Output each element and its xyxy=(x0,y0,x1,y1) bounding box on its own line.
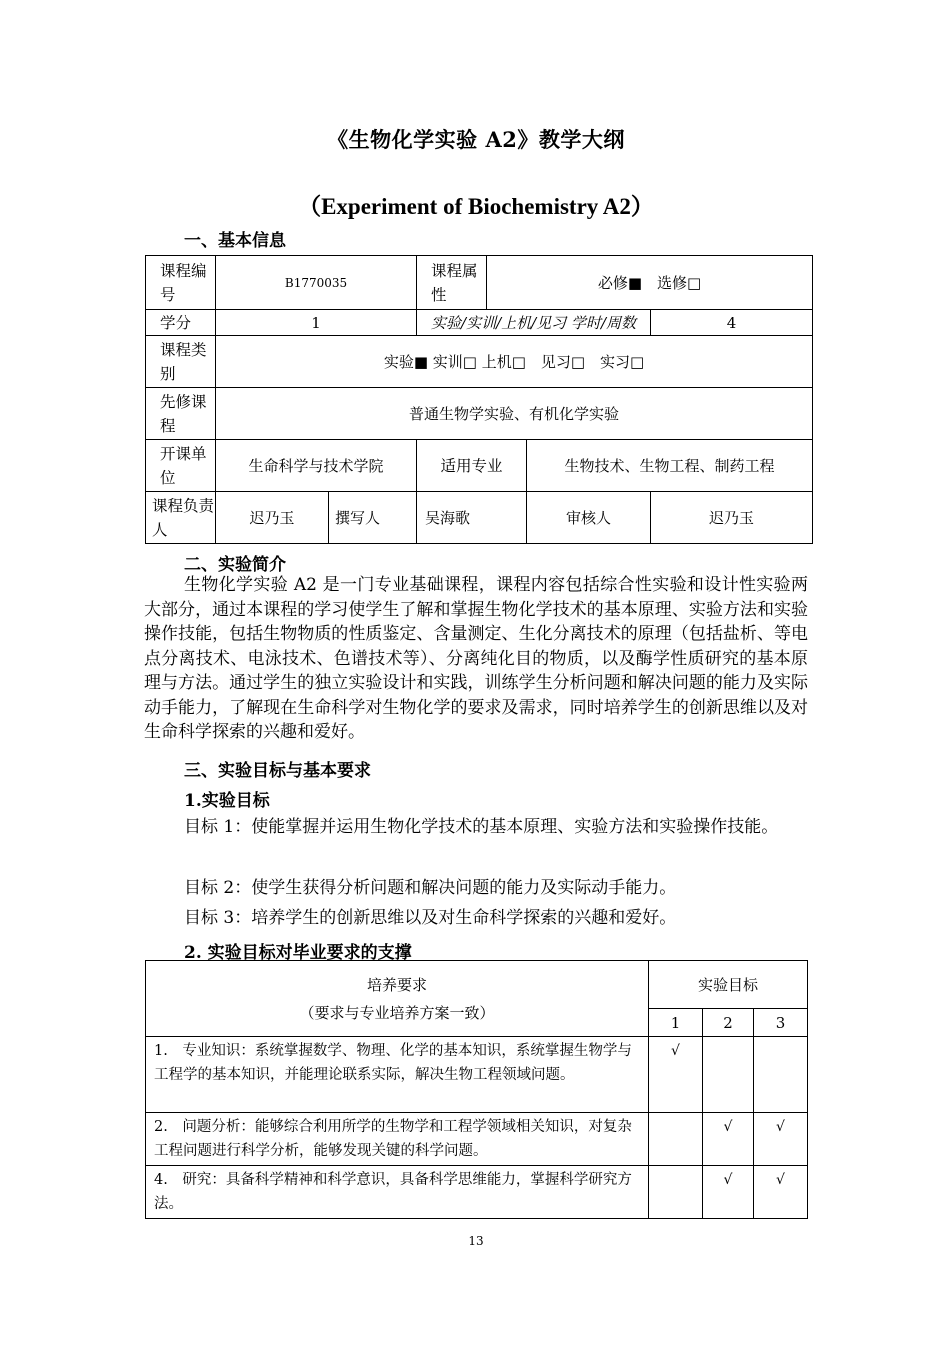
section3-heading: 三、实验目标与基本要求 xyxy=(184,761,371,781)
goal-header: 实验目标 xyxy=(649,961,808,1009)
credit-value: 1 xyxy=(216,310,417,336)
goal-col-1: 1 xyxy=(649,1009,703,1037)
goal-3: 目标 3：培养学生的创新思维以及对生命科学探索的兴趣和爱好。 xyxy=(184,908,677,928)
section2-heading: 二、实验简介 xyxy=(184,555,286,575)
course-code-label: 课程编号 xyxy=(146,256,216,310)
section1-heading: 一、基本信息 xyxy=(184,231,286,251)
document-subtitle: （Experiment of Biochemistry A2） xyxy=(298,194,654,219)
unit-value: 生命科学与技术学院 xyxy=(216,440,417,492)
req-header: 培养要求 xyxy=(366,975,427,994)
goal-col-3: 3 xyxy=(754,1009,808,1037)
check-2-1 xyxy=(649,1113,703,1166)
page-number: 13 xyxy=(468,1234,484,1248)
section3-sub1: 1.实验目标 xyxy=(184,791,270,811)
table-row xyxy=(146,1113,808,1166)
course-attr-value: 必修■ 选修□ xyxy=(487,256,813,310)
check-3-1 xyxy=(649,1166,703,1219)
course-attr-label: 课程属性 xyxy=(417,256,487,310)
leader-value: 迟乃玉 xyxy=(216,492,329,544)
support-table xyxy=(145,960,808,1219)
credit-label: 学分 xyxy=(146,310,216,336)
table-row xyxy=(146,1166,808,1219)
req-header-cell xyxy=(146,961,649,1037)
goal-col-2: 2 xyxy=(703,1009,754,1037)
major-value: 生物技术、生物工程、制药工程 xyxy=(527,440,813,492)
req-text-1: 1. 专业知识：系统掌握数学、物理、化学的基本知识，系统掌握生物学与工程学的基本知识，并能理论联系实际，解决生物工程领域问题。 xyxy=(146,1037,649,1113)
unit-label: 开课单位 xyxy=(146,440,216,492)
reviewer-value: 迟乃玉 xyxy=(651,492,813,544)
course-code-value: B1770035 xyxy=(216,256,417,310)
goal-1: 目标 1：使能掌握并运用生物化学技术的基本原理、实验方法和实验操作技能。 xyxy=(184,817,779,837)
hours-label: 实验/实训/上机/见习 学时/周数 xyxy=(417,310,651,336)
major-label: 适用专业 xyxy=(417,440,527,492)
req-text-2: 2. 问题分析：能够综合利用所学的生物学和工程学领域相关知识，对复杂工程问题进行科学分析，能够发现关键的科学问题。 xyxy=(146,1113,649,1166)
category-value: 实验■ 实训□ 上机□ 见习□ 实习□ xyxy=(216,336,813,388)
check-3-2: √ xyxy=(703,1166,754,1219)
category-label: 课程类别 xyxy=(146,336,216,388)
prereq-label: 先修课程 xyxy=(146,388,216,440)
check-3-3: √ xyxy=(754,1166,808,1219)
check-1-3 xyxy=(754,1037,808,1113)
check-1-1: √ xyxy=(649,1037,703,1113)
prereq-value: 普通生物学实验、有机化学实验 xyxy=(216,388,813,440)
writer-label: 撰写人 xyxy=(329,492,417,544)
hours-value: 4 xyxy=(651,310,813,336)
table-row xyxy=(146,1037,808,1113)
section2-text: 生物化学实验 A2 是一门专业基础课程，课程内容包括综合性实验和设计性实验两大部分，通过本课程的学习使学生了解和掌握生物化学技术的基本原理、实验方法和实验操作技能，包括生物物质的性质鉴定、含量测定、生化分离技术的原理（包括盐析、等电点分离技术、电泳技术、色谱技术等）、分离纯化目的物质，以及酶学性质研究的基本原理与方法。通过学生的独立实验设计和实践，训练学生分析问题和解决问题的能力及实际动手能力，了解现在生命科学对生物化学的要求及需求，同时培养学生的创新思维以及对生命科学探索的兴趣和爱好。 xyxy=(144,575,808,742)
section3-sub2: 2. 实验目标对毕业要求的支撑 xyxy=(184,943,412,963)
check-2-3: √ xyxy=(754,1113,808,1166)
goal-2: 目标 2：使学生获得分析问题和解决问题的能力及实际动手能力。 xyxy=(184,878,677,898)
check-2-2: √ xyxy=(703,1113,754,1166)
req-text-3: 4. 研究：具备科学精神和科学意识，具备科学思维能力，掌握科学研究方法。 xyxy=(146,1166,649,1219)
reviewer-label: 审核人 xyxy=(527,492,651,544)
check-1-2 xyxy=(703,1037,754,1113)
document-title: 《生物化学实验 A2》教学大纲 xyxy=(327,127,625,152)
writer-value: 吴海歌 xyxy=(417,492,527,544)
leader-label: 课程负责人 xyxy=(146,492,216,544)
basic-info-table xyxy=(145,255,813,544)
req-header-note: （要求与专业培养方案一致） xyxy=(299,1003,495,1022)
